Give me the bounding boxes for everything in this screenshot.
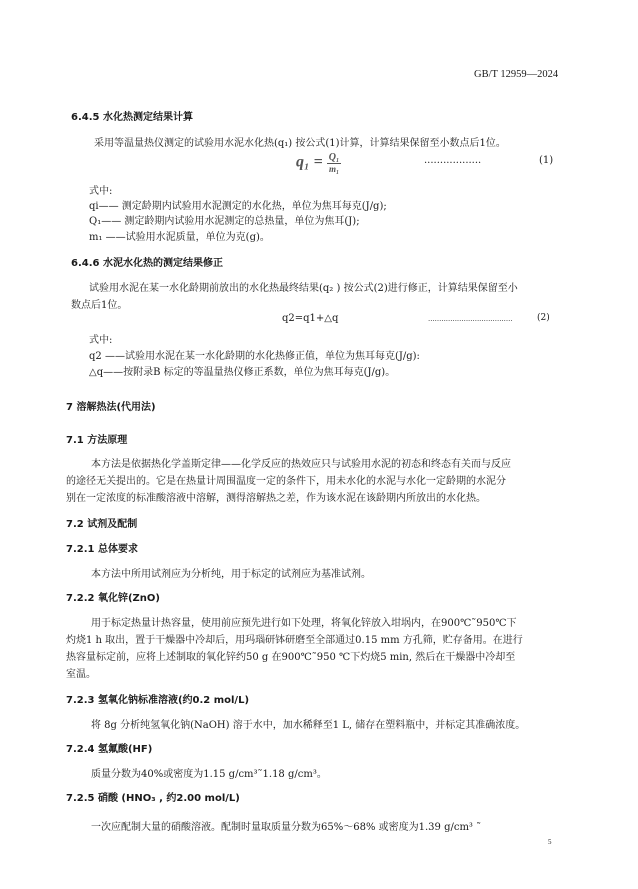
heading-6-4-6: 6.4.6 水泥水化热的测定结果修正 — [71, 258, 223, 269]
definition-qi: qi—— 测定龄期内试验用水泥测定的水化热，单位为焦耳每克(J/g); — [89, 201, 387, 212]
paragraph-7-2-5: 一次应配制大量的硝酸溶液。配制时量取质量分数为65%～68% 或密度为1.39 g/cm³ ˜ — [91, 822, 482, 833]
formula-1-numerator: Q₁ — [328, 152, 340, 163]
paragraph-7-2-4: 质量分数为40%或密度为1.15 g/cm³˜1.18 g/cm³。 — [91, 769, 327, 780]
paragraph-7-1-line-3: 别在一定浓度的标准酸溶液中溶解，测得溶解热之差，作为该水泥在该龄期内所放出的水化热。 — [66, 493, 486, 504]
page-number: 5 — [548, 838, 552, 846]
paragraph-7-2-2-line-2: 灼烧1 h 取出，置于干燥器中冷却后，用玛瑙研钵研磨至全部通过0.15 mm 方孔筛，贮存备用。在进行 — [66, 635, 523, 646]
paragraph-7-1-line-1: 本方法是依据热化学盖斯定律——化学反应的热效应只与试验用水泥的初态和终态有关而与反应 — [91, 459, 511, 470]
where-label-2: 式中: — [89, 335, 113, 346]
heading-7-1: 7.1 方法原理 — [66, 435, 128, 446]
paragraph-6-4-6-line-2: 数点后1位。 — [71, 300, 128, 311]
where-label-1: 式中: — [89, 186, 113, 197]
paragraph-7-2-1: 本方法中所用试剂应为分析纯，用于标定的试剂应为基准试剂。 — [91, 569, 371, 580]
paragraph-7-2-3: 将 8g 分析纯氢氧化钠(NaOH) 溶于水中，加水稀释至1 L, 储存在塑料瓶中，并标定其准确浓度。 — [91, 720, 526, 731]
formula-1-denominator: m₁ — [328, 164, 340, 174]
formula-1-leader: .................. — [424, 155, 482, 166]
heading-7-2-1: 7.2.1 总体要求 — [66, 544, 138, 555]
paragraph-7-2-2-line-4: 室温。 — [66, 669, 96, 680]
formula-2-leader: ...................................... — [428, 315, 513, 323]
heading-7-2: 7.2 试剂及配制 — [66, 519, 138, 530]
heading-7-2-3: 7.2.3 氢氧化钠标准溶液(约0.2 mol/L) — [66, 695, 250, 706]
definition-delta-q: △q——按附录B 标定的等温量热仪修正系数，单位为焦耳每克(J/g)。 — [89, 367, 396, 378]
heading-7-2-5: 7.2.5 硝酸 (HNO₃ , 约2.00 mol/L) — [66, 793, 240, 804]
heading-7-2-2: 7.2.2 氧化锌(ZnO) — [66, 593, 160, 604]
formula-2-number: (2) — [537, 313, 550, 323]
paragraph-6-4-5: 采用等温量热仪测定的试验用水泥水化热(q₁) 按公式(1)计算，计算结果保留至小数点后1位。 — [94, 138, 506, 149]
heading-7: 7 溶解热法(代用法) — [66, 402, 156, 413]
heading-6-4-5: 6.4.5 水化热测定结果计算 — [71, 112, 193, 123]
formula-1-fraction — [327, 152, 342, 174]
formula-1 — [296, 152, 341, 174]
formula-1-lhs: q₁ = — [296, 153, 323, 171]
formula-2: q2=q1+△q — [282, 313, 339, 324]
formula-1-number: (1) — [539, 155, 554, 166]
definition-m1: m₁ ——试验用水泥质量，单位为克(g)。 — [89, 232, 270, 243]
standard-number: GB/T 12959—2024 — [474, 69, 559, 80]
heading-7-2-4: 7.2.4 氢氟酸(HF) — [66, 744, 153, 755]
definition-q2: q2 ——试验用水泥在某一水化龄期的水化热修正值，单位为焦耳每克(J/g): — [89, 351, 420, 362]
paragraph-7-2-2-line-1: 用于标定热量计热容量，使用前应预先进行如下处理，将氧化锌放入坩埚内，在900℃˜950℃下 — [91, 618, 517, 629]
paragraph-6-4-6-line-1: 试验用水泥在某一水化龄期前放出的水化热最终结果(q₂ ) 按公式(2)进行修正，计算结果保留至小 — [89, 283, 518, 294]
definition-q1-total: Q₁—— 测定龄期内试验用水泥测定的总热量，单位为焦耳(J); — [89, 216, 360, 227]
paragraph-7-1-line-2: 的途径无关提出的。它是在热量计周围温度一定的条件下，用未水化的水泥与水化一定龄期的水泥分 — [66, 476, 506, 487]
paragraph-7-2-2-line-3: 热容量标定前，应将上述制取的氧化锌约50 g 在900℃˜950 ℃下灼烧5 min, 然后在干燥器中冷却至 — [66, 652, 516, 663]
